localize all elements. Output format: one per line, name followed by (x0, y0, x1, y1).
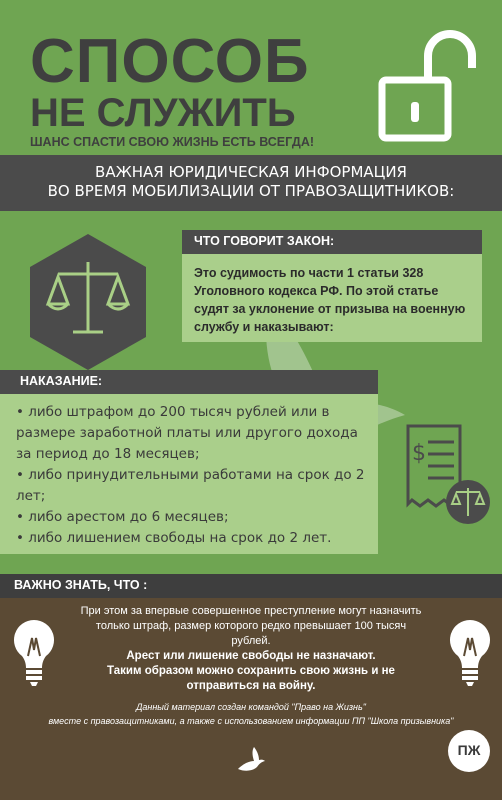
law-header-label: ЧТО ГОВОРИТ ЗАКОН: (194, 234, 335, 248)
punishment-item: • либо арестом до 6 месяцев; (16, 507, 374, 528)
page-title: СПОСОБ (30, 27, 310, 96)
scales-icon (18, 232, 158, 372)
law-text: Это судимость по части 1 статьи 328 Уголовного кодекса РФ. По этой статье судят за уклонение от призыва на военную службу и наказывают: (194, 266, 466, 334)
important-paragraph: При этом за впервые совершенное преступление могут назначить только штраф, размер которого редко превышает 100 тысяч рублей. (80, 605, 422, 647)
punishment-list (16, 402, 374, 549)
info-band-line2: ВО ВРЕМЯ МОБИЛИЗАЦИИ ОТ ПРАВОЗАЩИТНИКОВ: (47, 182, 455, 200)
lightbulb-icon (446, 616, 494, 688)
document-scales-icon (398, 420, 494, 530)
lock-open-icon (378, 28, 478, 148)
footer-note (20, 700, 482, 728)
footer-note-line1: Данный материал создан командой "Право на Жизнь" (136, 702, 366, 712)
page-title-line2: НЕ СЛУЖИТЬ (30, 91, 296, 135)
punishment-header-label: НАКАЗАНИЕ: (20, 374, 103, 388)
important-text (80, 604, 422, 694)
punishment-item: • либо принудительными работами на срок до 2 лет; (16, 465, 374, 507)
svg-text:$: $ (412, 441, 426, 466)
page-subtitle: ШАНС СПАСТИ СВОЮ ЖИЗНЬ ЕСТЬ ВСЕГДА! (30, 135, 315, 149)
punishment-item: • либо лишением свободы на срок до 2 лет. (16, 528, 374, 549)
logo-text: ПЖ (457, 742, 481, 758)
important-bold-2: Таким образом можно сохранить свою жизнь и не отправиться на войну. (107, 665, 395, 692)
info-band-text (0, 163, 502, 201)
important-bold-1: Арест или лишение свободы не назначают. (126, 650, 376, 662)
important-header: ВАЖНО ЗНАТЬ, ЧТО : (14, 578, 148, 592)
lightbulb-icon (10, 616, 58, 688)
punishment-item: • либо штрафом до 200 тысяч рублей или в размере заработной платы или другого дохода за период до 18 месяцев; (16, 402, 374, 465)
info-band-line1: ВАЖНАЯ ЮРИДИЧЕСКАЯ ИНФОРМАЦИЯ (95, 163, 407, 181)
dove-icon (236, 745, 266, 773)
footer-note-line2: вместе с правозащитниками, а также с использованием информации ПП "Школа призывника" (48, 716, 454, 726)
